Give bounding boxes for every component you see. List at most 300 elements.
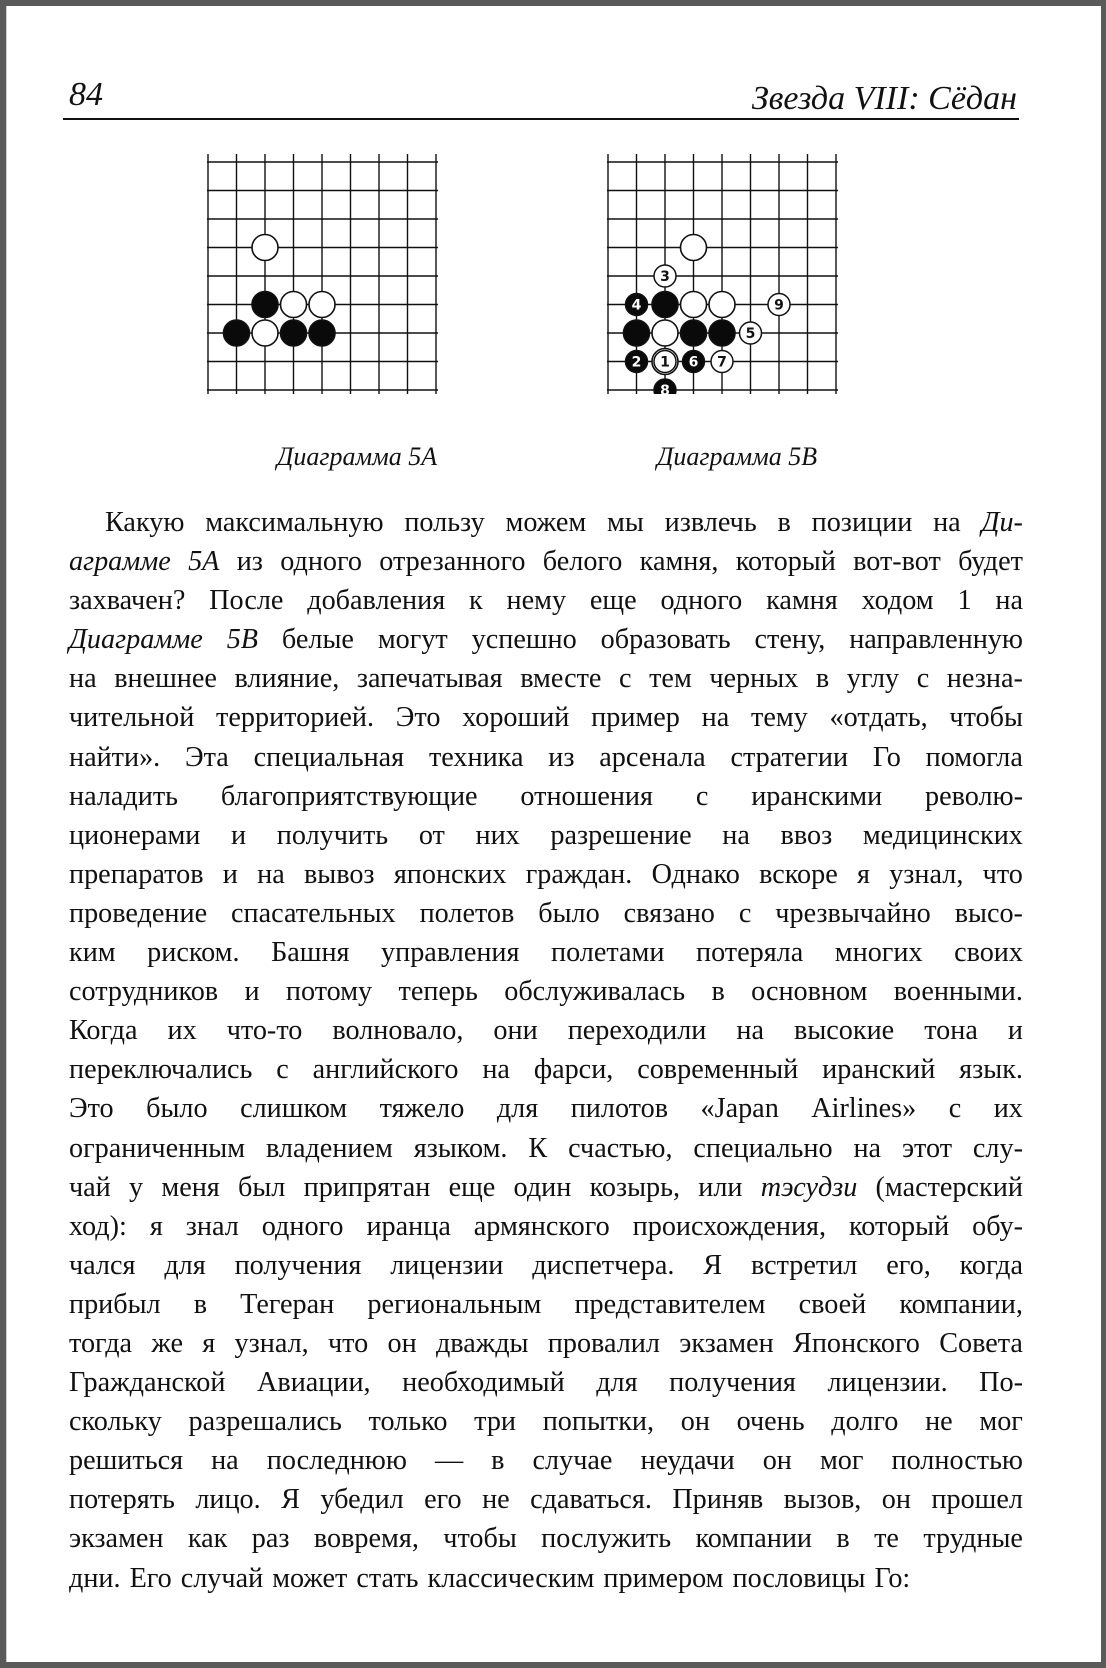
word: Эта	[185, 741, 229, 773]
word: язык.	[959, 1054, 1023, 1086]
word: позиции	[811, 507, 913, 538]
word: козырь,	[589, 1171, 681, 1203]
word: Го:	[874, 1562, 911, 1594]
text-line	[69, 542, 1023, 581]
word: с	[916, 663, 930, 695]
word: внешнее	[114, 663, 217, 695]
word: его	[424, 1484, 462, 1516]
word: не	[925, 1406, 953, 1438]
word: полетами	[550, 937, 665, 969]
word: и	[1007, 1015, 1023, 1047]
word: По-	[979, 1367, 1023, 1399]
word: потому	[285, 976, 373, 1008]
word: незна-	[946, 663, 1023, 695]
text-line	[69, 620, 1023, 659]
word: и	[244, 976, 260, 1008]
word: После	[209, 585, 284, 617]
word: чался	[69, 1249, 136, 1281]
white-stone	[281, 292, 307, 318]
text-line	[69, 972, 1023, 1011]
word: стратегии	[730, 741, 849, 773]
black-stone	[224, 320, 250, 346]
word: тему	[751, 702, 808, 734]
word: Однако	[651, 858, 740, 890]
word: вот-вот	[853, 546, 941, 578]
word: спасательных	[231, 897, 396, 929]
word: представителем	[574, 1288, 766, 1320]
word: в	[815, 663, 830, 695]
word: дважды	[435, 1327, 529, 1359]
word: что	[982, 858, 1023, 890]
word: он	[881, 1484, 911, 1516]
word: хороший	[462, 702, 570, 734]
word: долго	[831, 1406, 899, 1438]
word: их	[993, 1093, 1023, 1125]
word: ограниченным	[69, 1132, 246, 1164]
text-line	[69, 1168, 1023, 1207]
text-line	[69, 503, 1023, 542]
word: случай	[180, 1562, 264, 1594]
word: решиться	[69, 1445, 184, 1477]
word: чай	[69, 1171, 111, 1203]
word: случае	[532, 1445, 613, 1477]
word: чрезвычайно	[775, 897, 931, 929]
word: ввоз	[780, 819, 833, 851]
word: счастью,	[568, 1132, 673, 1164]
text-line	[69, 933, 1023, 972]
word: территорией.	[216, 702, 375, 734]
word: направленную	[849, 624, 1023, 656]
word: иранский	[822, 1054, 936, 1086]
word: иранскими	[751, 780, 883, 812]
white-stone	[309, 292, 335, 318]
word: тяжело	[379, 1093, 465, 1125]
word: было	[538, 897, 600, 929]
word: максимальную	[205, 507, 384, 538]
word: белые	[281, 624, 354, 656]
word: провалил	[547, 1327, 660, 1359]
word: Это	[395, 702, 441, 734]
word: вовремя,	[313, 1523, 419, 1555]
move-number: 6	[688, 354, 699, 371]
word: влияние,	[234, 663, 340, 695]
word: своей	[798, 1288, 867, 1320]
text-line	[69, 1207, 1023, 1246]
word: иранца	[366, 1210, 451, 1242]
diagram-caption-5a: Диаграмма 5А	[276, 442, 438, 471]
word: разрешались	[188, 1406, 342, 1438]
word: был	[238, 1171, 286, 1203]
word: еще	[589, 585, 637, 617]
word: запечатывая	[356, 663, 503, 695]
text-line	[69, 1324, 1023, 1363]
word: для	[496, 1093, 539, 1125]
word: с	[695, 780, 709, 812]
word: раз	[251, 1523, 290, 1555]
word: Го	[872, 741, 901, 773]
word: тогда	[69, 1327, 133, 1359]
word: у	[129, 1171, 144, 1203]
word: могут	[377, 624, 448, 656]
black-stone	[252, 292, 278, 318]
word: обслуживалась	[504, 976, 686, 1008]
black-stone	[309, 320, 335, 346]
word: я	[856, 858, 870, 890]
word: слишком	[240, 1093, 348, 1125]
text-line	[69, 1246, 1023, 1285]
word: сдаваться.	[530, 1484, 652, 1516]
text-line	[69, 1089, 1023, 1128]
text-line	[69, 1480, 1023, 1519]
black-stone	[652, 292, 678, 318]
word: вместе	[520, 663, 602, 695]
word: в	[777, 507, 791, 538]
word: меня	[161, 1171, 220, 1203]
word: разрешение	[550, 819, 692, 851]
word: фарси,	[533, 1054, 614, 1086]
word: и	[222, 858, 238, 890]
word: языком.	[413, 1132, 508, 1164]
move-number: 2	[631, 354, 642, 371]
word: специально	[693, 1132, 833, 1164]
word: Башня	[271, 937, 350, 969]
word: «отдать,	[829, 702, 928, 734]
word: который	[735, 546, 836, 578]
black-stone	[681, 320, 707, 346]
word: теперь	[398, 976, 478, 1008]
word: для	[164, 1249, 206, 1281]
white-stone	[652, 320, 678, 346]
text-line	[69, 1363, 1023, 1402]
word: 1	[957, 585, 972, 617]
white-stone	[252, 320, 278, 346]
word: стать	[356, 1562, 419, 1594]
word: специальная	[253, 741, 405, 773]
word: этот	[901, 1132, 953, 1164]
chapter-title: Звезда VIII: Сёдан	[751, 80, 1017, 117]
text-line	[69, 698, 1023, 737]
word: было	[146, 1093, 208, 1125]
word: револю-	[925, 780, 1023, 812]
word: очень	[736, 1406, 805, 1438]
white-stone	[681, 235, 707, 261]
word: прошел	[931, 1484, 1023, 1516]
word: пилотов	[570, 1093, 669, 1125]
move-number: 4	[631, 297, 642, 314]
text-line	[69, 855, 1023, 894]
word: диспетчера.	[532, 1249, 675, 1281]
word: углу	[846, 663, 900, 695]
move-number: 7	[717, 354, 727, 371]
word: на	[722, 819, 750, 851]
word: с	[738, 897, 752, 929]
move-number: 3	[660, 269, 670, 285]
word: Диаграмме	[69, 624, 203, 656]
word: управления	[381, 937, 520, 969]
word: он	[762, 1445, 792, 1477]
word: одного	[261, 1210, 344, 1242]
black-stone	[624, 320, 650, 346]
text-line	[69, 1441, 1023, 1480]
word: неудачи	[640, 1445, 735, 1477]
word: трудные	[923, 1523, 1023, 1555]
word: владением	[265, 1132, 393, 1164]
text-line	[69, 1011, 1023, 1050]
word: он	[387, 1327, 417, 1359]
word: что-то	[226, 1015, 303, 1047]
word: Авиации,	[257, 1367, 371, 1399]
word: мог	[979, 1406, 1023, 1438]
word: к	[469, 585, 483, 617]
word: них	[475, 819, 520, 851]
word: японских	[393, 858, 507, 890]
word: наладить	[69, 780, 179, 812]
word: на	[69, 663, 97, 695]
word: полетов	[419, 897, 515, 929]
word: найти».	[69, 741, 161, 773]
word: лицензии.	[827, 1367, 948, 1399]
word: последнюю	[266, 1445, 407, 1477]
word: региональным	[367, 1288, 542, 1320]
word: на	[211, 1445, 239, 1477]
word: добавления	[307, 585, 446, 617]
word: отрезанного	[379, 546, 526, 578]
word: Я	[703, 1249, 723, 1281]
word: Какую	[105, 507, 185, 538]
word: пользу	[404, 507, 485, 538]
book-page	[6, 6, 1101, 1662]
word: будет	[958, 546, 1023, 578]
word: знал	[185, 1210, 239, 1242]
word: из	[548, 741, 575, 773]
word: еще	[448, 1171, 496, 1203]
word: в	[711, 976, 725, 1008]
word: с	[619, 663, 632, 695]
word: в	[836, 1523, 850, 1555]
word: лицо.	[195, 1484, 261, 1516]
word: или	[698, 1171, 743, 1203]
word: пословицы	[732, 1562, 866, 1594]
page-number: 84	[69, 76, 103, 113]
word: когда	[959, 1249, 1023, 1281]
text-line	[69, 894, 1023, 933]
word: происхождения,	[632, 1210, 827, 1242]
board-grid	[207, 154, 438, 394]
word: слу-	[972, 1132, 1023, 1164]
word: их	[167, 1015, 197, 1047]
word: высокие	[794, 1015, 895, 1047]
word: с	[948, 1093, 962, 1125]
word: дни.	[69, 1562, 121, 1594]
word: 5А	[188, 546, 220, 578]
word: на	[853, 1132, 882, 1164]
text-line	[69, 1519, 1023, 1558]
word: Это	[69, 1093, 114, 1125]
word: медицинских	[862, 819, 1023, 851]
move-number: 8	[660, 383, 670, 394]
word: армянского	[473, 1210, 610, 1242]
word: экзамен	[69, 1523, 164, 1555]
word: военными.	[893, 976, 1023, 1008]
word: я	[149, 1210, 163, 1242]
word: мы	[607, 507, 644, 538]
word: ционерами	[69, 819, 201, 851]
word: же	[151, 1327, 183, 1359]
word: английского	[312, 1054, 459, 1086]
word: потерять	[69, 1484, 175, 1516]
word: тэсудзи	[760, 1171, 858, 1203]
word: встретил	[750, 1249, 858, 1281]
word: можем	[505, 507, 587, 538]
word: извлечь	[664, 507, 757, 538]
text-line	[69, 738, 1023, 777]
word: своих	[954, 937, 1023, 969]
word: чтобы	[443, 1523, 517, 1555]
text-line	[69, 777, 1023, 816]
word: как	[187, 1523, 228, 1555]
word: Тегеран	[240, 1288, 335, 1320]
word: благоприятствующие	[220, 780, 478, 812]
word: «Japan	[700, 1093, 779, 1125]
word: вызов,	[783, 1484, 862, 1516]
word: он	[680, 1406, 710, 1438]
word: переключались	[69, 1054, 253, 1086]
word: Его	[129, 1562, 172, 1594]
word: аграмме	[69, 546, 171, 578]
diagram-caption-5b: Диаграмма 5В	[656, 442, 818, 471]
word: захвачен?	[69, 585, 186, 617]
text-line	[69, 659, 1023, 698]
text-line	[69, 1402, 1023, 1441]
word: примером	[603, 1562, 724, 1594]
word: К	[528, 1132, 548, 1164]
text-line	[69, 581, 1023, 620]
text-line	[69, 1559, 1023, 1598]
word: арсенала	[599, 741, 706, 773]
word: камня,	[639, 546, 719, 578]
word: на	[736, 1015, 765, 1047]
word: чтобы	[949, 702, 1023, 734]
word: необходимый	[402, 1367, 565, 1399]
word: Приняв	[672, 1484, 764, 1516]
word: его,	[886, 1249, 931, 1281]
word: белого	[542, 546, 623, 578]
word: в	[193, 1288, 208, 1320]
word: один	[513, 1171, 572, 1203]
word: препаратов	[69, 858, 204, 890]
word: классическим	[427, 1562, 595, 1594]
word: на	[257, 858, 285, 890]
word: получения	[234, 1249, 362, 1281]
move-number: 5	[745, 326, 756, 342]
word: успешно	[471, 624, 577, 656]
word: попытки,	[542, 1406, 655, 1438]
word: техника	[428, 741, 524, 773]
word: припрятан	[303, 1171, 431, 1203]
word: ход):	[69, 1210, 127, 1242]
word: Airlines»	[811, 1093, 917, 1125]
body-text	[69, 503, 1023, 1598]
word: пример	[591, 702, 680, 734]
word: те	[874, 1523, 899, 1555]
word: Совета	[939, 1327, 1023, 1359]
word: тем	[649, 663, 692, 695]
word: Когда	[69, 1015, 138, 1047]
word: —	[434, 1445, 464, 1477]
word: Я	[281, 1484, 300, 1516]
word: чительной	[69, 702, 195, 734]
white-stone	[252, 235, 278, 261]
word: связано	[623, 897, 715, 929]
word: отношения	[520, 780, 653, 812]
word: скольку	[69, 1406, 162, 1438]
word: мог	[819, 1445, 864, 1477]
word: 5В	[226, 624, 259, 656]
white-stone	[681, 292, 707, 318]
word: узнал,	[889, 858, 964, 890]
word: на	[995, 585, 1023, 617]
word: современный	[637, 1054, 799, 1086]
word: они	[493, 1015, 538, 1047]
word: одного	[280, 546, 362, 578]
word: полностью	[891, 1445, 1023, 1477]
word: я	[202, 1327, 216, 1359]
running-header	[63, 72, 1019, 120]
word: образовать	[600, 624, 731, 656]
word: черных	[709, 663, 799, 695]
word: на	[701, 702, 730, 734]
word: три	[474, 1406, 516, 1438]
word: проведение	[69, 897, 208, 929]
word: переходили	[567, 1015, 707, 1047]
text-line	[69, 816, 1023, 855]
move-number: 1	[660, 354, 670, 371]
word: обу-	[972, 1210, 1023, 1242]
black-stone	[709, 320, 735, 346]
word: вскоре	[759, 858, 838, 890]
word: на	[933, 507, 961, 538]
word: что	[327, 1327, 369, 1359]
black-stone	[281, 320, 307, 346]
word: камня	[766, 585, 838, 617]
text-line	[69, 1285, 1023, 1324]
word: тона	[924, 1015, 978, 1047]
word: Японского	[793, 1327, 920, 1359]
word: граждан.	[525, 858, 633, 890]
word: и	[231, 819, 247, 851]
word: для	[596, 1367, 638, 1399]
word: стену,	[754, 624, 826, 656]
word: помогла	[925, 741, 1023, 773]
word: волновало,	[332, 1015, 464, 1047]
word: экзамен	[679, 1327, 774, 1359]
word: от	[418, 819, 445, 851]
word: который	[849, 1210, 950, 1242]
word: получить	[276, 819, 389, 851]
word: нему	[506, 585, 567, 617]
word: многих	[834, 937, 923, 969]
text-line	[69, 1129, 1023, 1168]
word: компании	[695, 1523, 812, 1555]
word: сотрудников	[69, 976, 219, 1008]
word: высо-	[954, 897, 1023, 929]
word: с	[276, 1054, 289, 1086]
word: вывоз	[303, 858, 375, 890]
word: риском.	[147, 937, 240, 969]
word: ким	[69, 937, 116, 969]
word: (мастерский	[875, 1171, 1023, 1203]
word: одного	[660, 585, 743, 617]
